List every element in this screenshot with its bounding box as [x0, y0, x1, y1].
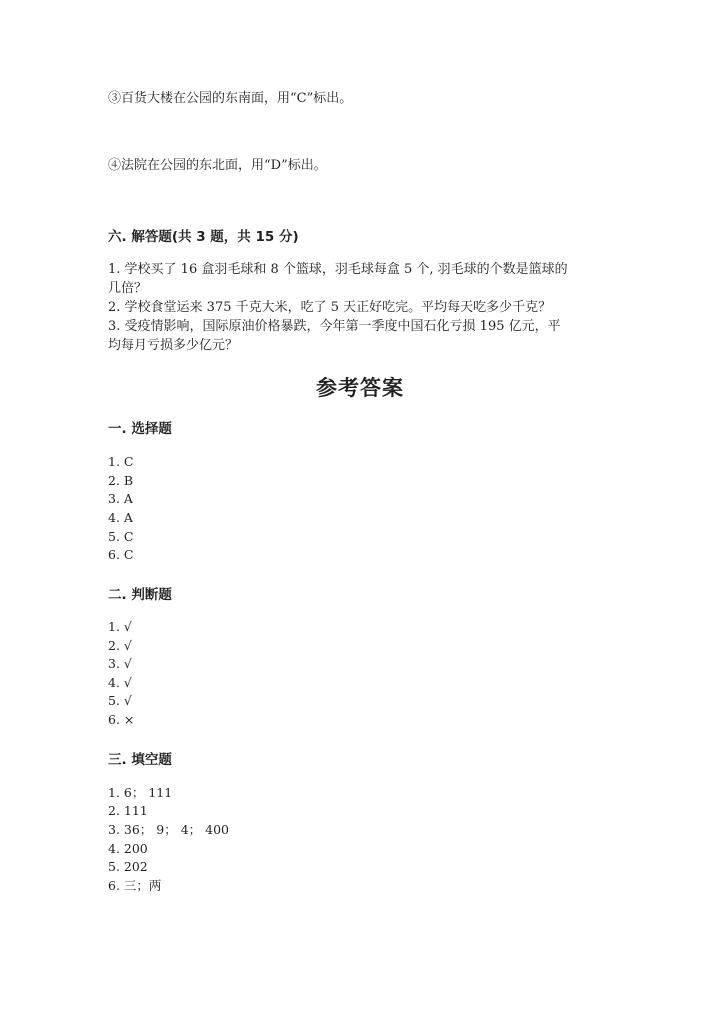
problem-3-line-2: 均每月亏损多少亿元？ [108, 338, 239, 353]
answer-1-2: 2. B [108, 473, 134, 488]
answer-1-5: 5. C [108, 529, 134, 544]
answer-2-6: 6. × [108, 712, 135, 727]
answer-2-1: 1. √ [108, 619, 132, 634]
answer-2-3: 3. √ [108, 656, 132, 671]
answer-3-1: 1. 6； 111 [108, 785, 173, 800]
problem-2: 2. 学校食堂运来 375 千克大米，吃了 5 天正好吃完。平均每天吃多少千克？ [108, 300, 552, 315]
map-task-3: ③百货大楼在公园的东南面，用“C”标出。 [108, 91, 353, 106]
answer-1-3: 3. A [108, 491, 133, 506]
problem-1-line-2: 几倍？ [108, 281, 148, 296]
answer-1-1: 1. C [108, 454, 134, 469]
section-6-title: 六. 解答题(共 3 题，共 15 分) [108, 229, 299, 245]
answer-2-5: 5. √ [108, 693, 132, 708]
answer-1-4: 4. A [108, 510, 133, 525]
answer-2-4: 4. √ [108, 675, 132, 690]
answer-3-6: 6. 三；两 [108, 878, 162, 893]
answer-3-2: 2. 111 [108, 803, 148, 818]
answer-1-6: 6. C [108, 547, 134, 562]
problem-1-line-1: 1. 学校买了 16 盒羽毛球和 8 个篮球，羽毛球每盒 5 个, 羽毛球的个数是篮球的 [108, 262, 568, 277]
map-task-4: ④法院在公园的东北面，用“D”标出。 [108, 158, 327, 173]
answer-2-2: 2. √ [108, 638, 132, 653]
answer-part-1-title: 一. 选择题 [108, 421, 172, 437]
answer-part-2-title: 二. 判断题 [108, 587, 172, 603]
answer-part-3-title: 三. 填空题 [108, 752, 172, 768]
answer-3-3: 3. 36； 9； 4； 400 [108, 822, 229, 837]
answer-3-5: 5. 202 [108, 859, 148, 874]
answer-key-title: 参考答案 [316, 375, 404, 400]
problem-3-line-1: 3. 受疫情影响，国际原油价格暴跌，今年第一季度中国石化亏损 195 亿元，平 [108, 319, 561, 334]
answer-3-4: 4. 200 [108, 841, 148, 856]
